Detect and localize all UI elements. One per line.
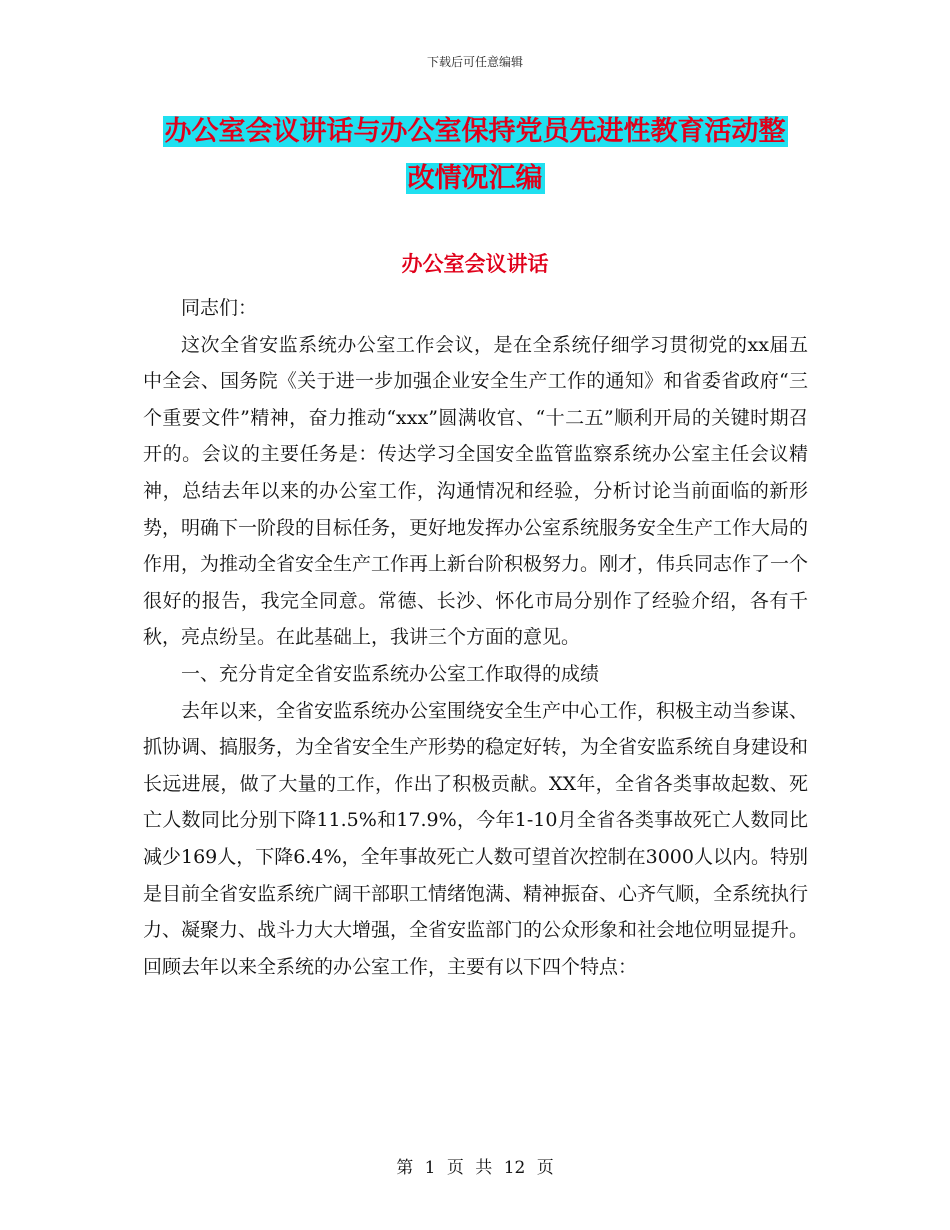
section-heading: 办公室会议讲话 — [401, 251, 549, 276]
paragraph-achievements: 去年以来，全省安监系统办公室围绕安全生产中心工作，积极主动当参谋、抓协调、搞服务，为全省安全生产形势的稳定好转，为全省安监系统自身建设和长远进展，做了大量的工作，作出了积极贡献。XX年，全省各类事故起数、死亡人数同比分别下降11.5%和17.9%，今年1-10月全省各类事故死亡人数同比减少169人，下降6.4%，全年事故死亡人数可望首次控制在3000人以内。特别是目前全省安监系统广阔干部职工情绪饱满、精神振奋、心齐气顺，全系统执行力、凝聚力、战斗力大大增强，全省安监部门的公众形象和社会地位明显提升。回顾去年以来全系统的办公室工作，主要有以下四个特点： — [143, 699, 809, 978]
page-footer: 第 1 页 共 12 页 — [396, 1158, 554, 1178]
paragraph-salutation: 同志们： — [181, 297, 258, 319]
title-line-1-text: 办公室会议讲话与办公室保持党员先进性教育活动整 — [164, 116, 786, 147]
body-text — [143, 290, 808, 985]
paragraph-intro: 这次全省安监系统办公室工作会议，是在全系统仔细学习贯彻党的xx届五中全会、国务院《关于进一步加强企业安全生产工作的通知》和省委省政府“三个重要文件”精神，奋力推动“xxx”圆满收官、“十二五”顺利开局的关键时期召开的。会议的主要任务是：传达学习全国安全监管监察系统办公室主任会议精神，总结去年以来的办公室工作，沟通情况和经验，分析讨论当前面临的新形势，明确下一阶段的目标任务，更好地发挥办公室系统服务安全生产工作大局的作用，为推动全省安全生产工作再上新台阶积极努力。刚才，伟兵同志作了一个很好的报告，我完全同意。常德、长沙、怀化市局分别作了经验介绍，各有千秋，亮点纷呈。在此基础上，我讲三个方面的意见。 — [143, 333, 809, 649]
title-line-2-text: 改情况汇编 — [407, 163, 543, 194]
document-title — [0, 108, 950, 202]
page-header-note: 下载后可任意编辑 — [426, 55, 523, 69]
title-line-1 — [0, 108, 950, 155]
paragraph-subheading: 一、充分肯定全省安监系统办公室工作取得的成绩 — [181, 662, 600, 685]
title-line-2 — [0, 155, 950, 202]
